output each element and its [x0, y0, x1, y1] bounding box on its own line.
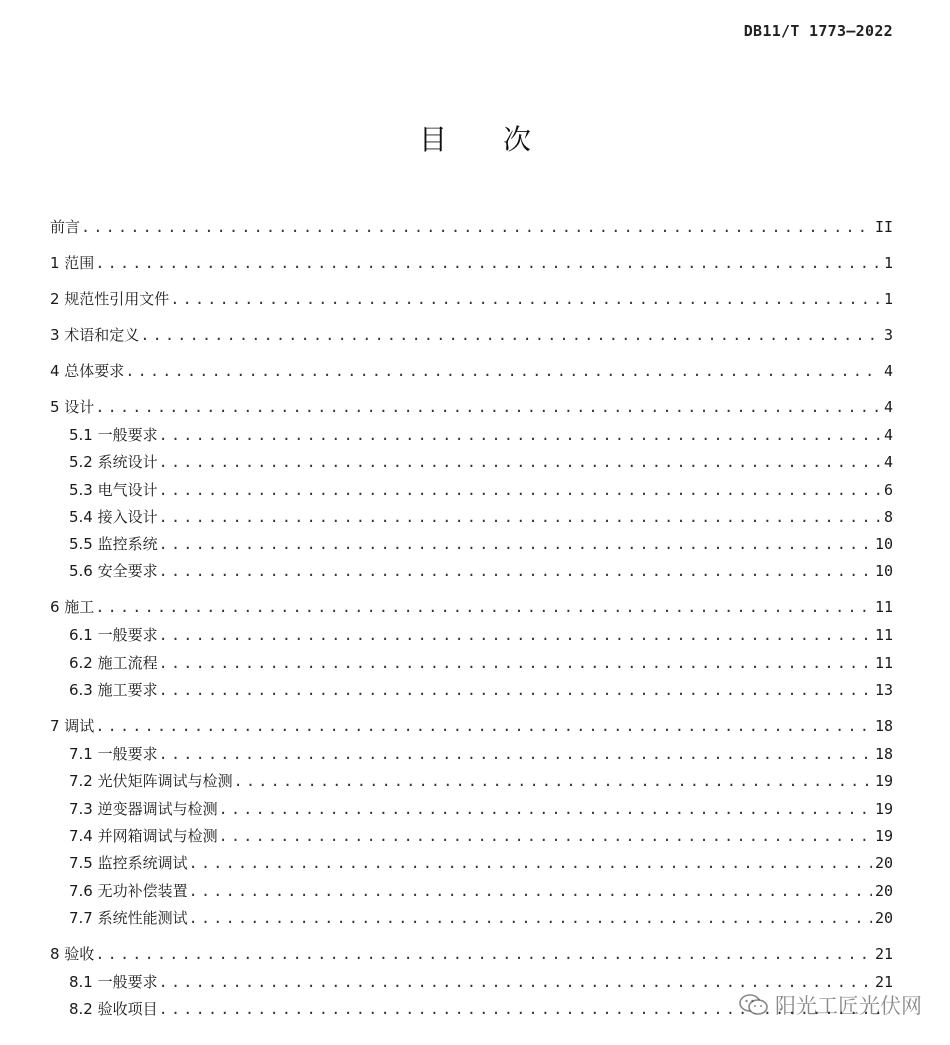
toc-dot-leader	[140, 325, 881, 345]
toc-entry[interactable]	[50, 881, 893, 901]
toc-dot-leader	[159, 452, 881, 472]
toc-entry-label: 7 调试	[50, 717, 95, 736]
toc-entry-page: 21	[874, 944, 893, 963]
toc-dot-leader	[159, 507, 881, 527]
toc-dot-leader	[159, 625, 872, 645]
toc-entry-label: 1 范围	[50, 254, 95, 272]
toc-entry-label: 5 设计	[50, 398, 95, 416]
toc-entry[interactable]	[50, 826, 893, 846]
toc-entry-page: 4	[883, 398, 893, 416]
page-title	[0, 118, 950, 158]
table-of-contents	[50, 217, 893, 1019]
toc-dot-leader	[95, 944, 872, 964]
toc-entry-label: 7.5 监控系统调试	[69, 854, 188, 873]
toc-entry-label: 7.1 一般要求	[69, 745, 158, 764]
wechat-icon	[739, 993, 769, 1017]
toc-entry-label: 8.1 一般要求	[69, 972, 158, 991]
toc-entry[interactable]	[50, 653, 893, 673]
toc-entry-label: 8 验收	[50, 944, 95, 963]
toc-dot-leader	[95, 597, 872, 617]
toc-entry[interactable]	[50, 534, 893, 554]
toc-entry-label: 7.3 逆变器调试与检测	[69, 799, 218, 818]
toc-entry-page: 3	[883, 326, 893, 344]
toc-entry-page: 1	[883, 290, 893, 308]
toc-entry[interactable]	[50, 361, 893, 381]
toc-entry-page: 8	[883, 507, 893, 526]
toc-entry[interactable]	[50, 561, 893, 581]
toc-entry-label: 7.7 系统性能测试	[69, 908, 188, 927]
toc-entry-label: 3 术语和定义	[50, 326, 140, 344]
toc-dot-leader	[95, 716, 872, 736]
toc-entry-page: 18	[874, 745, 893, 764]
toc-dot-leader	[159, 744, 872, 764]
toc-entry-page: 1	[883, 254, 893, 272]
toc-dot-leader	[189, 908, 872, 928]
toc-entry-label: 6.1 一般要求	[69, 626, 158, 645]
toc-entry[interactable]	[50, 716, 893, 736]
toc-entry[interactable]	[50, 217, 893, 237]
toc-entry-label: 6.3 施工要求	[69, 681, 158, 700]
toc-dot-leader	[159, 972, 872, 992]
toc-entry-label: 8.2 验收项目	[69, 1000, 158, 1019]
toc-dot-leader	[95, 253, 881, 273]
toc-entry-page: 19	[874, 799, 893, 818]
toc-entry[interactable]	[50, 507, 893, 527]
toc-entry[interactable]	[50, 799, 893, 819]
toc-entry-page: II	[874, 218, 893, 236]
toc-entry[interactable]	[50, 771, 893, 791]
toc-entry-page: 4	[883, 426, 893, 444]
toc-entry[interactable]	[50, 425, 893, 445]
toc-entry-label: 7.2 光伏矩阵调试与检测	[69, 772, 233, 791]
toc-entry-page: 19	[874, 826, 893, 845]
toc-dot-leader	[189, 881, 872, 901]
toc-dot-leader	[159, 480, 881, 500]
toc-entry-page: 4	[883, 362, 893, 380]
toc-entry-page: 19	[874, 772, 893, 791]
toc-entry-page: 10	[874, 535, 893, 554]
toc-dot-leader	[159, 680, 872, 700]
toc-entry[interactable]	[50, 908, 893, 928]
toc-entry-label: 5.2 系统设计	[69, 453, 158, 472]
toc-dot-leader	[219, 799, 872, 819]
toc-dot-leader	[170, 289, 881, 309]
toc-entry[interactable]	[50, 289, 893, 309]
toc-entry-label: 2 规范性引用文件	[50, 290, 170, 308]
toc-entry-label: 5.3 电气设计	[69, 480, 158, 499]
toc-dot-leader	[159, 561, 872, 581]
toc-entry-page: 10	[874, 562, 893, 581]
toc-entry-page: 6	[883, 480, 893, 499]
toc-dot-leader	[95, 397, 881, 417]
toc-dot-leader	[81, 217, 872, 237]
toc-entry-page: 11	[874, 626, 893, 645]
toc-dot-leader	[159, 425, 881, 445]
toc-dot-leader	[159, 653, 872, 673]
toc-dot-leader	[189, 853, 872, 873]
toc-entry-label: 前言	[50, 218, 81, 236]
toc-entry-label: 6.2 施工流程	[69, 653, 158, 672]
toc-dot-leader	[159, 534, 872, 554]
toc-entry-page: 11	[874, 598, 893, 617]
toc-dot-leader	[125, 361, 881, 381]
toc-entry-page: 11	[874, 653, 893, 672]
toc-entry-page: 4	[883, 453, 893, 472]
watermark-text: 阳光工匠光伏网	[775, 994, 922, 1018]
toc-entry-page: 13	[874, 681, 893, 700]
toc-entry[interactable]	[50, 480, 893, 500]
toc-entry-page: 20	[874, 908, 893, 927]
toc-entry[interactable]	[50, 597, 893, 617]
toc-entry-label: 7.4 并网箱调试与检测	[69, 826, 218, 845]
toc-entry[interactable]	[50, 397, 893, 417]
toc-entry[interactable]	[50, 744, 893, 764]
toc-entry-label: 6 施工	[50, 598, 95, 617]
toc-entry-label: 5.5 监控系统	[69, 535, 158, 554]
document-code: DB11/T 1773—2022	[743, 22, 893, 40]
toc-entry[interactable]	[50, 972, 893, 992]
toc-entry-page: 21	[874, 972, 893, 991]
title-char-1: 目	[418, 123, 447, 156]
toc-dot-leader	[234, 771, 872, 791]
toc-dot-leader	[219, 826, 872, 846]
toc-entry-label: 5.1 一般要求	[69, 426, 158, 444]
toc-entry[interactable]	[50, 680, 893, 700]
toc-entry[interactable]	[50, 325, 893, 345]
title-char-2: 次	[503, 123, 532, 156]
toc-entry-page: 20	[874, 854, 893, 873]
toc-entry-label: 4 总体要求	[50, 362, 125, 380]
toc-entry-label: 7.6 无功补偿装置	[69, 881, 188, 900]
toc-entry[interactable]	[50, 452, 893, 472]
toc-entry[interactable]	[50, 853, 893, 873]
toc-entry-label: 5.6 安全要求	[69, 562, 158, 581]
toc-entry-label: 5.4 接入设计	[69, 507, 158, 526]
toc-entry-page: 18	[874, 717, 893, 736]
watermark	[739, 990, 922, 1020]
toc-entry-page: 20	[874, 881, 893, 900]
toc-entry[interactable]	[50, 253, 893, 273]
toc-entry[interactable]	[50, 625, 893, 645]
toc-entry[interactable]	[50, 944, 893, 964]
